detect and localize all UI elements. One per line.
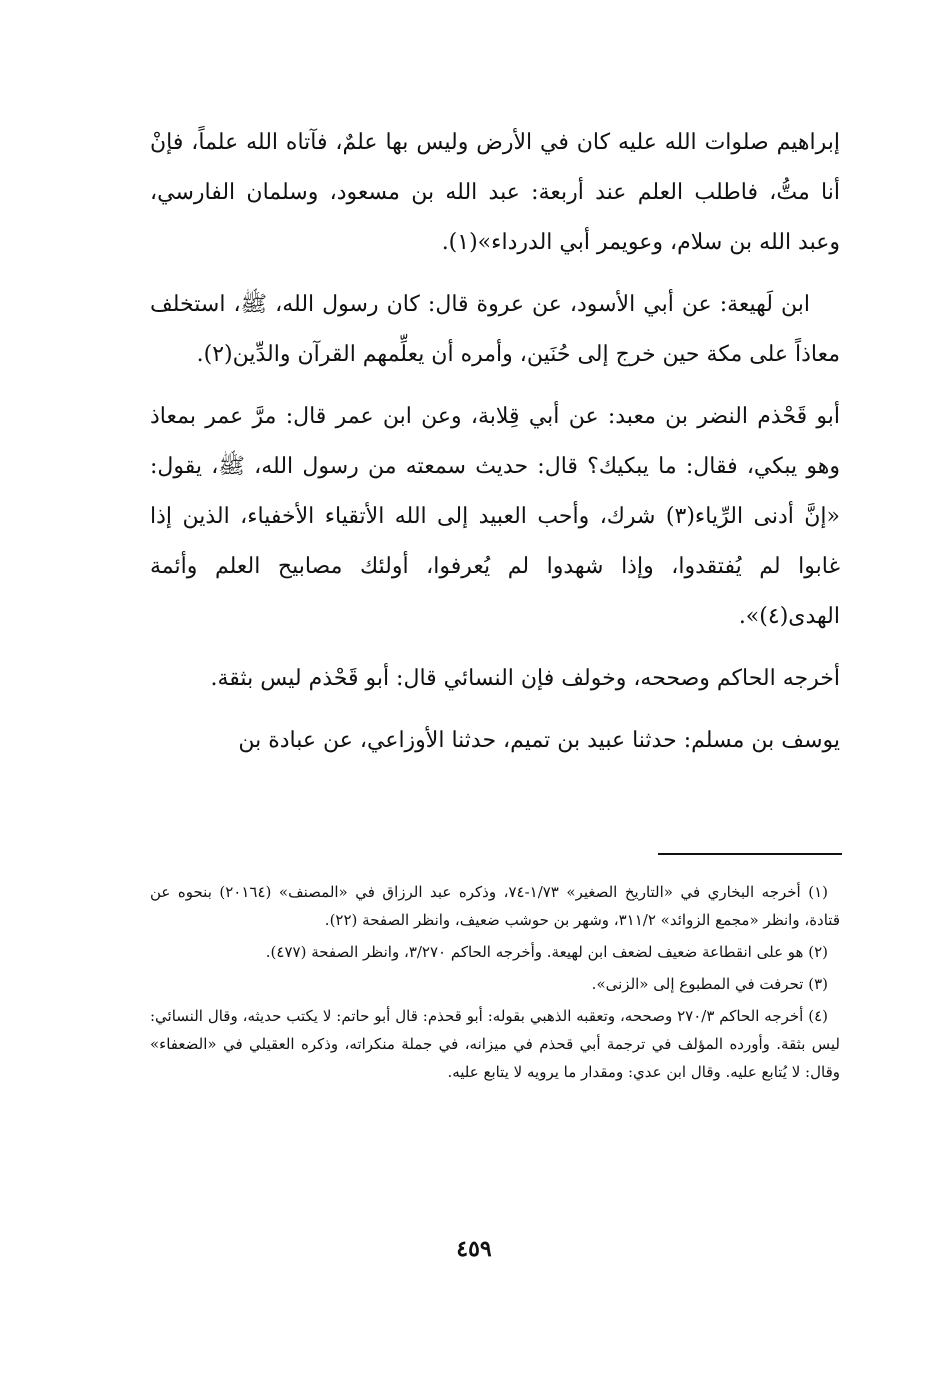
footnote-3: (٣) تحرفت في المطبوع إلى «الزنى». [591,975,828,993]
footnote-4: (٤) أخرجه الحاكم ٢٧٠/٣ وصححه، وتعقبه الذهبي بقوله: أبو قحذم: قال أبو حاتم: لا يكتب حديثه، وقال النسائي: ليس بثقة. وأورده المؤلف في ترجمة أبي قحذم في ميزانه، في جملة منكراته، وذكره العقيلي في «الضعفاء» وقال: لا يُتابع عليه. وقال ابن عدي: ومقدار ما يرويه لا يتابع عليه. [150,1007,840,1081]
main-text [150,118,840,778]
paragraph-3: أبو قَحْذم النضر بن معبد: عن أبي قِلابة، وعن ابن عمر قال: مرَّ عمر بمعاذ وهو يبكي، فقال: ما يبكيك؟ قال: حديث سمعته من رسول الله، ﷺ، يقول: «إنَّ أدنى الرِّياء(٣) شرك، وأحب العبيد إلى الله الأتقياء الأخفياء، الذين إذا غابوا لم يُفتقدوا، وإذا شهدوا لم يُعرفوا، أولئك مصابيح العلم وأئمة الهدى(٤)». [150,404,841,629]
footnote-1: (١) أخرجه البخاري في «التاريخ الصغير» ١/٧٣-٧٤، وذكره عبد الرزاق في «المصنف» (٢٠١٦٤) بنحوه عن قتادة، وانظر «مجمع الزوائد» ٣١١/٢، وشهر بن حوشب ضعيف، وانظر الصفحة (٢٢). [150,883,840,929]
paragraph-5: يوسف بن مسلم: حدثنا عبيد بن تميم، حدثنا الأوزاعي، عن عبادة بن [238,728,840,753]
footnote-2: (٢) هو على انقطاعة ضعيف لضعف ابن لهيعة. وأخرجه الحاكم ٣/٢٧٠، وانظر الصفحة (٤٧٧). [265,943,828,961]
paragraph-4: أخرجه الحاكم وصححه، وخولف فإن النسائي قال: أبو قَحْذم ليس بثقة. [210,666,840,691]
paragraph-2: ابن لَهيعة: عن أبي الأسود، عن عروة قال: كان رسول الله، ﷺ، استخلف معاذاً على مكة حين خرج إلى حُنَين، وأمره أن يعلِّمهم القرآن والدِّين(٢). [150,292,840,367]
paragraph-1: إبراهيم صلوات الله عليه كان في الأرض وليس بها علمٌ، فآتاه الله علماً، فإنْ أنا متُّ، فاطلب العلم عند أربعة: عبد الله بن مسعود، وسلمان الفارسي، وعبد الله بن سلام، وعويمر أبي الدرداء»(١). [150,130,840,255]
footnote-separator [658,853,842,855]
page-number: ٤٥٩ [456,1236,492,1262]
footnotes [150,878,840,1090]
